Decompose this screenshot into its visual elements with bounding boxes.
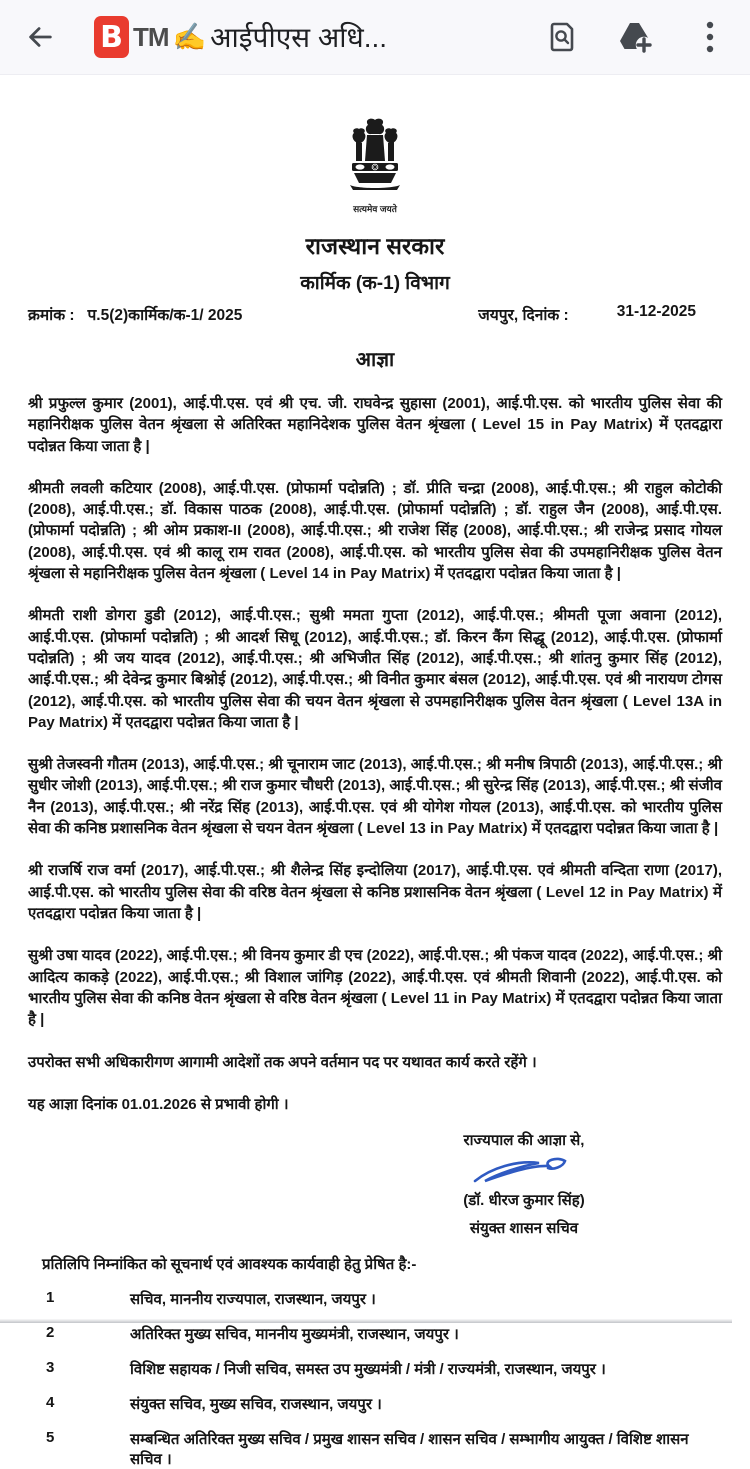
signatory-name: (डॉ. धीरज कुमार सिंह): [463, 1192, 585, 1210]
cc-item-text: अतिरिक्त मुख्य सचिव, माननीय मुख्यमंत्री, राजस्थान, जयपुर ।: [130, 1326, 459, 1344]
find-in-document-button[interactable]: [536, 11, 588, 63]
document-title-area: [94, 16, 528, 58]
order-heading: आज्ञा: [355, 349, 395, 371]
overflow-menu-button[interactable]: [684, 11, 736, 63]
cc-heading: प्रतिलिपि निम्नांकित को सूचनार्थ एवं आवश्यक कार्यवाही हेतु प्रेषित है:-: [42, 1256, 417, 1274]
copy-distribution-list: [28, 1254, 722, 1469]
cc-item-number: 4: [46, 1394, 55, 1412]
signatory-designation: संयुक्त शासन सचिव: [469, 1220, 579, 1238]
back-arrow-icon: [25, 22, 55, 52]
app-toolbar: [0, 0, 750, 75]
ref-number: प.5(2)कार्मिक/क-1/ 2025: [87, 307, 243, 324]
toolbar-actions: [536, 11, 736, 63]
emblem-motto: सत्यमेव जयते: [353, 204, 397, 214]
cc-item-number: 3: [46, 1359, 55, 1377]
page-bottom-edge: [0, 1319, 732, 1323]
promotion-paragraph-2022: सुश्री उषा यादव (2022), आई.पी.एस.; श्री विनय कुमार डी एच (2022), आई.पी.एस.; श्री पंकज यादव (2022), आई.पी.एस.; श्री आदित्य काकड़े (2022), आई.पी.एस.; श्री विशाल जांगिड़ (2022), आई.पी.एस. एवं श्रीमती शिवानी (2022), आई.पी.एस. को भारतीय पुलिस सेवा की कनिष्ठ वेतन श्रृंखला से वरिष्ठ वेतन श्रृंखला ( Level 11 in Pay Matrix) में एतदद्वारा पदोन्नत किया जाता है |: [28, 947, 722, 1029]
trademark-label: TM: [133, 21, 169, 52]
ref-label: क्रमांक :: [28, 307, 75, 324]
department-title: कार्मिक (क-1) विभाग: [300, 273, 450, 294]
effective-date-note: यह आज्ञा दिनांक 01.01.2026 से प्रभावी होगी ।: [28, 1096, 289, 1114]
find-in-document-icon: [546, 21, 578, 53]
promotion-paragraph-2017: श्री राजर्षि राज वर्मा (2017), आई.पी.एस.; श्री शैलेन्द्र सिंह इन्दोलिया (2017), आई.पी.एस. एवं श्रीमती वन्दिता राणा (2017), आई.पी.एस. को भारतीय पुलिस सेवा की वरिष्ठ वेतन श्रृंखला से कनिष्ठ प्रशासनिक वेतन श्रृंखला ( Level 12 in Pay Matrix) में एतदद्वारा पदोन्नत किया जाता है |: [28, 862, 722, 922]
cc-item-text: विशिष्ट सहायक / निजी सचिव, समस्त उप मुख्यमंत्री / मंत्री / राज्यमंत्री, राजस्थान, जयपुर ।: [130, 1361, 606, 1379]
promotion-paragraph-2008: श्रीमती लवली कटियार (2008), आई.पी.एस. (प्रोफार्मा पदोन्नति) ; डॉ. प्रीति चन्द्रा (2008), आई.पी.एस.; श्री राहुल कोटोकी (2008), आई.पी.एस.; डॉ. विकास पाठक (2008), आई.पी.एस. (प्रोफार्मा पदोन्नति) ; डॉ. राहुल जैन (2008), आई.पी.एस. (प्रोफार्मा पदोन्नति) ; श्री ओम प्रकाश-II (2008), आई.पी.एस.; श्री राजेश सिंह (2008), आई.पी.एस.; श्री राजेन्द्र प्रसाद गोयल (2008), आई.पी.एस. एवं श्री कालू राम रावत (2008), आई.पी.एस. को भारतीय पुलिस सेवा की उपमहानिरीक्षक पुलिस वेतन श्रृंखला से महानिरीक्षक पुलिस वेतन श्रृंखला ( Level 14 in Pay Matrix) में एतदद्वारा पदोन्नत किया जाता है |: [28, 479, 722, 583]
cc-item-text: सम्बन्धित अतिरिक्त मुख्य सचिव / प्रमुख शासन सचिव / शासन सचिव / सम्भागीय आयुक्त / विशिष्ट शासन सचिव ।: [130, 1431, 689, 1469]
back-button[interactable]: [14, 11, 66, 63]
list-item: [42, 1429, 722, 1469]
cc-item-number: 1: [46, 1289, 55, 1307]
list-item: [42, 1324, 722, 1344]
add-to-drive-button[interactable]: [610, 11, 662, 63]
drive-add-icon: [619, 21, 653, 53]
signature-scribble: [374, 1154, 674, 1188]
writing-hand-emoji: ✍️: [172, 22, 207, 52]
cc-item-text: सचिव, माननीय राज्यपाल, राजस्थान, जयपुर ।: [130, 1291, 376, 1309]
place-date-label: जयपुर, दिनांक :: [478, 307, 569, 324]
order-date: 31-12-2025: [616, 303, 696, 320]
cc-item-number: 2: [46, 1324, 55, 1342]
list-item: [42, 1359, 722, 1379]
cc-item-number: 5: [46, 1429, 55, 1447]
promotion-paragraph-2001: श्री प्रफुल्ल कुमार (2001), आई.पी.एस. एवं श्री एच. जी. राघवेन्द्र सुहासा (2001), आई.पी.एस. को भारतीय पुलिस सेवा की महानिरीक्षक पुलिस वेतन श्रृंखला से अतिरिक्त महानिदेशक पुलिस वेतन श्रृंखला ( Level 15 in Pay Matrix) में एतदद्वारा पदोन्नत किया जाता है |: [28, 395, 722, 455]
government-title: राजस्थान सरकार: [305, 233, 445, 259]
cc-item-text: संयुक्त सचिव, मुख्य सचिव, राजस्थान, जयपुर ।: [130, 1396, 382, 1414]
by-order-line: राज्यपाल की आज्ञा से,: [463, 1132, 585, 1150]
continuation-note: उपरोक्त सभी अधिकारीगण आगामी आदेशों तक अपने वर्तमान पद पर यथावत कार्य करते रहेंगे ।: [28, 1054, 537, 1072]
document-header: [28, 115, 722, 215]
list-item: [42, 1289, 722, 1309]
three-dot-menu-icon: [705, 20, 715, 54]
reference-row: [28, 303, 722, 325]
document-page[interactable]: [0, 75, 750, 1469]
national-emblem-icon: [344, 115, 406, 200]
app-logo-b: B: [94, 16, 129, 58]
list-item: [42, 1394, 722, 1414]
signature-block: [374, 1130, 674, 1238]
page-title: आईपीएस अधि...: [210, 22, 388, 53]
promotion-paragraph-2013: सुश्री तेजस्वनी गौतम (2013), आई.पी.एस.; श्री चूनाराम जाट (2013), आई.पी.एस.; श्री मनीष त्रिपाठी (2013), आई.पी.एस.; श्री सुधीर जोशी (2013), आई.पी.एस.; श्री राज कुमार चौधरी (2013), आई.पी.एस.; श्री सुरेन्द्र सिंह (2013), आई.पी.एस.; श्री संजीव नैन (2013), आई.पी.एस.; श्री नरेंद्र सिंह (2013), आई.पी.एस. एवं श्री योगेश गोयल (2013), आई.पी.एस. को भारतीय पुलिस सेवा की कनिष्ठ प्रशासनिक वेतन श्रृंखला से चयन वेतन श्रृंखला ( Level 13 in Pay Matrix) में एतदद्वारा पदोन्नत किया जाता है |: [28, 756, 722, 838]
promotion-paragraph-2012: श्रीमती राशी डोगरा डुडी (2012), आई.पी.एस.; सुश्री ममता गुप्ता (2012), आई.पी.एस.; श्रीमती पूजा अवाना (2012), आई.पी.एस. (प्रोफार्मा पदोन्नति) ; श्री आदर्श सिधू (2012), आई.पी.एस.; डॉ. किरन कैंग सिद्धू (2012), आई.पी.एस. (प्रोफार्मा पदोन्नति) ; श्री जय यादव (2012), आई.पी.एस.; श्री अभिजीत सिंह (2012), आई.पी.एस.; श्री शांतनु कुमार सिंह (2012), आई.पी.एस.; श्री देवेन्द्र कुमार बिश्नोई (2012), आई.पी.एस.; श्री विनीत कुमार बंसल (2012), आई.पी.एस. एवं श्री नारायण टोगस (2012), आई.पी.एस. को भारतीय पुलिस सेवा की चयन वेतन श्रृंखला से उपमहानिरीक्षक पुलिस वेतन श्रृंखला ( Level 13A in Pay Matrix) में एतदद्वारा पदोन्नत किया जाता है |: [28, 607, 722, 731]
